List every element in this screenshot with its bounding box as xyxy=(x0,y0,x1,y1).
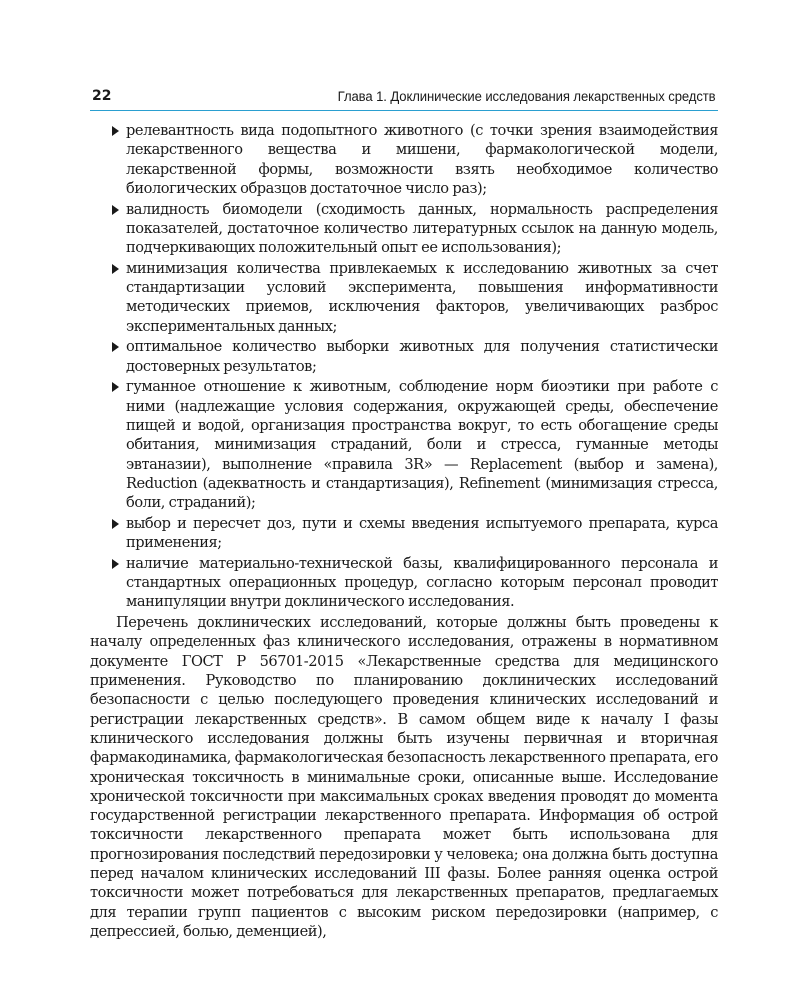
list-item xyxy=(90,337,718,376)
triangle-bullet-icon xyxy=(112,519,119,529)
list-item xyxy=(90,554,718,612)
triangle-bullet-icon xyxy=(112,342,119,352)
list-item-text: выбор и пересчет доз, пути и схемы введения испытуемого препарата, курса применения; xyxy=(126,514,718,552)
triangle-bullet-icon xyxy=(112,382,119,392)
list-item xyxy=(90,514,718,553)
list-item xyxy=(90,200,718,258)
body-paragraph: Перечень доклинических исследований, которые должны быть проведены к началу определенных фаз клинического исследования, отражены в нормативном документе ГОСТ Р 56701-2015 «Лекарственные средства для медицинского применения. Руководство по планированию доклинических исследований безопасности с целью последующего проведения клинических исследований и регистрации лекарственных средств». В самом общем виде к началу I фазы клинического исследования должны быть изучены первичная и вторичная фармакодинамика, фармакологическая безопасность лекарственного препарата, его хроническая токсичность в минимальные сроки, описанные выше. Исследование хронической токсичности при максимальных сроках введения проводят до момента государственной регистрации лекарственного препарата. Информация об острой токсичности лекарственного препарата может быть использована для прогнозирования последствий передозировки у человека; она должна быть доступна перед началом клинических исследований III фазы. Более ранняя оценка острой токсичности может потребоваться для лекарственных препаратов, предлагаемых для терапии групп пациентов с высоким риском передозировки (например, с депрессией, болью, деменцией), xyxy=(90,614,718,940)
list-item-text: оптимальное количество выборки животных для получения статистически достоверных результатов; xyxy=(126,338,718,375)
running-header xyxy=(90,86,718,111)
chapter-title: Глава 1. Доклинические исследования лекарственных средств xyxy=(338,89,716,104)
triangle-bullet-icon xyxy=(112,205,119,215)
triangle-bullet-icon xyxy=(112,559,119,569)
list-item xyxy=(90,259,718,336)
list-item-text: валидность биомодели (сходимость данных, нормальность распределения показателей, достаточное количество литературных ссылок на данную модель, подчеркивающих положительный опыт ее использования); xyxy=(126,200,718,257)
list-item xyxy=(90,377,718,512)
list-item-text: минимизация количества привлекаемых к исследованию животных за счет стандартизации условий эксперимента, повышения информативности методических приемов, исключения факторов, увеличивающих разброс экспериментальных данных; xyxy=(126,259,718,335)
list-item-text: наличие материально-технической базы, квалифицированного персонала и стандартных операционных процедур, согласно которым персонал проводит манипуляции внутри доклинического исследования. xyxy=(126,554,718,611)
page-number: 22 xyxy=(92,88,112,104)
triangle-bullet-icon xyxy=(112,264,119,274)
body-text xyxy=(90,121,718,941)
list-item-text: релевантность вида подопытного животного (с точки зрения взаимодействия лекарственного вещества и мишени, фармакологической модели, лекарственной формы, возможности взять необходимое количество биологических образцов достаточное число раз); xyxy=(126,122,718,197)
bullet-list xyxy=(90,121,718,612)
triangle-bullet-icon xyxy=(112,126,119,136)
list-item xyxy=(90,121,718,198)
list-item-text: гуманное отношение к животным, соблюдение норм биоэтики при работе с ними (надлежащие условия содержания, окружающей среды, обеспечение пищей и водой, организация пространства вокруг, то есть обогащение среды обитания, минимизация страданий, боли и стресса, гуманные методы эвтаназии), выполнение «правила 3R» — Replacement (выбор и замена), Reduction (адекватность и стандартизация), Refinement (минимизация стресса, боли, страданий); xyxy=(126,378,718,512)
